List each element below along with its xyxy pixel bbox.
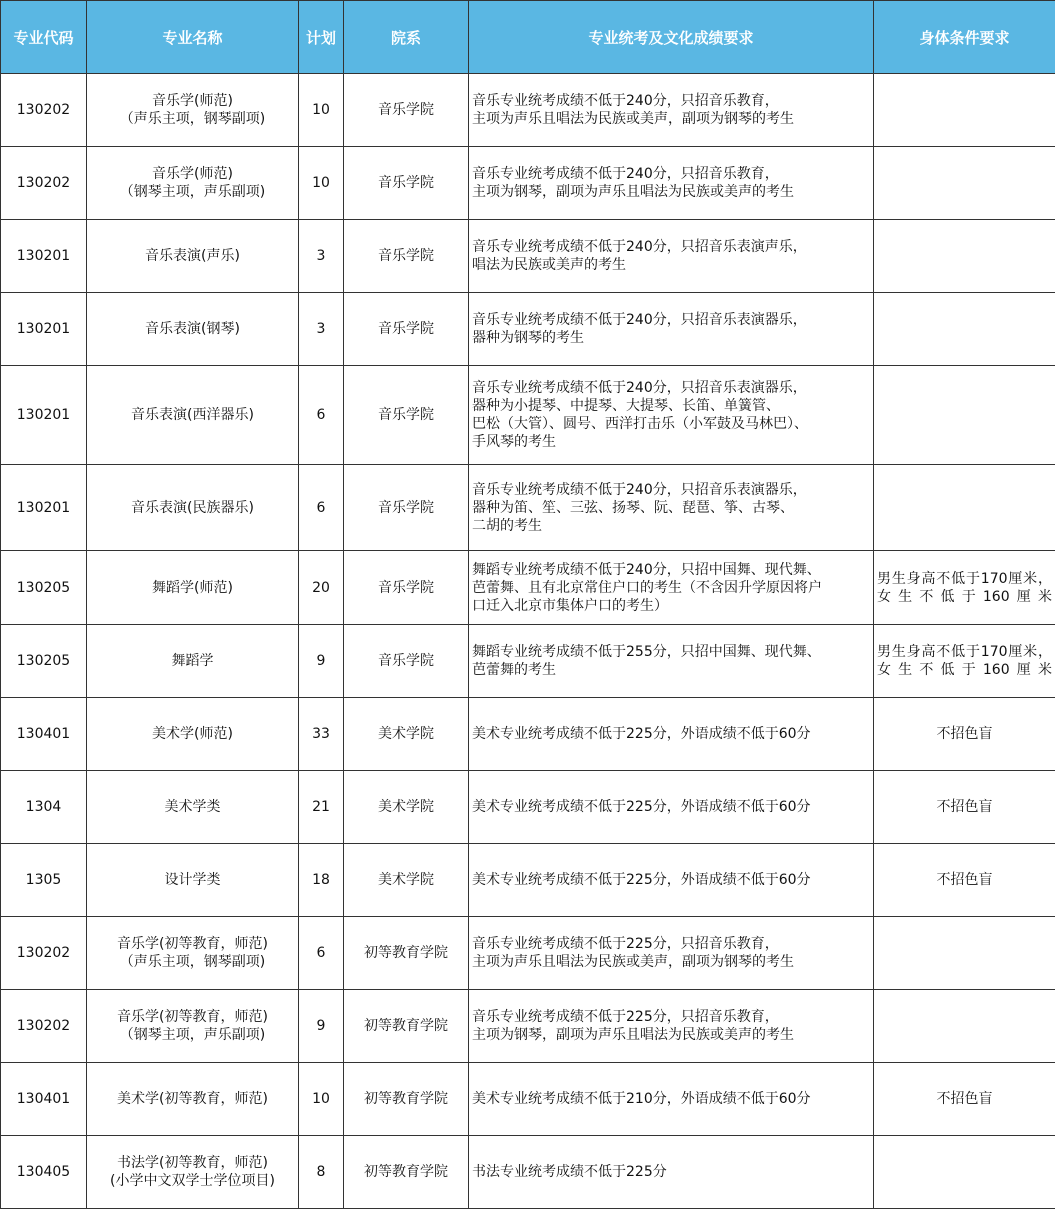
table-row [1,74,1055,147]
header-req: 专业统考及文化成绩要求 [469,1,874,74]
cell-body-requirement [874,917,1055,990]
cell-requirement: 音乐专业统考成绩不低于240分，只招音乐表演器乐， 器种为笛、笙、三弦、扬琴、阮、琵琶、筝、古琴、 二胡的考生 [469,465,874,551]
cell-name: 音乐学(师范) （钢琴主项，声乐副项) [87,147,299,220]
table-row [1,551,1055,625]
cell-code: 130205 [1,551,87,625]
cell-plan: 9 [299,625,344,698]
cell-body-requirement: 男生身高不低于170厘米，女生不低于160厘米 [874,625,1055,698]
cell-body-requirement [874,990,1055,1063]
cell-plan: 6 [299,465,344,551]
cell-code: 130201 [1,366,87,465]
cell-name: 舞蹈学(师范) [87,551,299,625]
cell-dept: 初等教育学院 [344,1063,469,1136]
cell-code: 130202 [1,990,87,1063]
cell-requirement: 音乐专业统考成绩不低于240分，只招音乐表演声乐， 唱法为民族或美声的考生 [469,220,874,293]
cell-requirement: 美术专业统考成绩不低于225分，外语成绩不低于60分 [469,698,874,771]
cell-body-requirement: 不招色盲 [874,844,1055,917]
cell-plan: 21 [299,771,344,844]
cell-name: 音乐表演(钢琴) [87,293,299,366]
cell-plan: 18 [299,844,344,917]
cell-code: 130401 [1,698,87,771]
cell-dept: 音乐学院 [344,625,469,698]
cell-dept: 初等教育学院 [344,1136,469,1209]
cell-plan: 3 [299,293,344,366]
cell-body-requirement [874,1136,1055,1209]
cell-code: 130401 [1,1063,87,1136]
cell-requirement: 音乐专业统考成绩不低于240分，只招音乐表演器乐， 器种为钢琴的考生 [469,293,874,366]
cell-requirement: 音乐专业统考成绩不低于240分，只招音乐表演器乐， 器种为小提琴、中提琴、大提琴、长笛、单簧管、 巴松（大管）、圆号、西洋打击乐（小军鼓及马林巴）、 手风琴的考生 [469,366,874,465]
table-row [1,1136,1055,1209]
cell-dept: 美术学院 [344,844,469,917]
cell-code: 130405 [1,1136,87,1209]
cell-name: 美术学类 [87,771,299,844]
cell-code: 1304 [1,771,87,844]
cell-requirement: 书法专业统考成绩不低于225分 [469,1136,874,1209]
cell-requirement: 舞蹈专业统考成绩不低于255分，只招中国舞、现代舞、 芭蕾舞的考生 [469,625,874,698]
cell-plan: 9 [299,990,344,1063]
table-row [1,293,1055,366]
table-row [1,917,1055,990]
cell-body-requirement: 不招色盲 [874,771,1055,844]
header-dept: 院系 [344,1,469,74]
cell-code: 1305 [1,844,87,917]
cell-requirement: 音乐专业统考成绩不低于240分，只招音乐教育， 主项为声乐且唱法为民族或美声，副项为钢琴的考生 [469,74,874,147]
cell-requirement: 音乐专业统考成绩不低于225分，只招音乐教育， 主项为声乐且唱法为民族或美声，副项为钢琴的考生 [469,917,874,990]
cell-body-requirement [874,465,1055,551]
cell-requirement: 美术专业统考成绩不低于225分，外语成绩不低于60分 [469,771,874,844]
header-name: 专业名称 [87,1,299,74]
cell-name: 音乐学(师范) （声乐主项，钢琴副项) [87,74,299,147]
table-row [1,771,1055,844]
cell-plan: 10 [299,74,344,147]
cell-plan: 20 [299,551,344,625]
cell-requirement: 音乐专业统考成绩不低于225分，只招音乐教育， 主项为钢琴，副项为声乐且唱法为民族或美声的考生 [469,990,874,1063]
cell-body-requirement: 男生身高不低于170厘米，女生不低于160厘米 [874,551,1055,625]
cell-plan: 3 [299,220,344,293]
table-row [1,698,1055,771]
cell-plan: 33 [299,698,344,771]
cell-requirement: 舞蹈专业统考成绩不低于240分，只招中国舞、现代舞、 芭蕾舞、且有北京常住户口的考生（不含因升学原因将户 口迁入北京市集体户口的考生） [469,551,874,625]
cell-body-requirement [874,220,1055,293]
cell-plan: 6 [299,917,344,990]
cell-body-requirement: 不招色盲 [874,698,1055,771]
cell-name: 舞蹈学 [87,625,299,698]
cell-body-requirement: 不招色盲 [874,1063,1055,1136]
cell-dept: 音乐学院 [344,551,469,625]
cell-dept: 美术学院 [344,698,469,771]
cell-body-requirement [874,366,1055,465]
cell-requirement: 美术专业统考成绩不低于210分，外语成绩不低于60分 [469,1063,874,1136]
table-row [1,625,1055,698]
cell-code: 130202 [1,74,87,147]
cell-dept: 音乐学院 [344,147,469,220]
cell-code: 130205 [1,625,87,698]
table-row [1,844,1055,917]
table-row [1,465,1055,551]
cell-code: 130202 [1,147,87,220]
cell-plan: 10 [299,1063,344,1136]
cell-plan: 6 [299,366,344,465]
cell-body-requirement [874,147,1055,220]
cell-name: 音乐学(初等教育，师范) （声乐主项，钢琴副项) [87,917,299,990]
cell-code: 130201 [1,220,87,293]
cell-dept: 音乐学院 [344,465,469,551]
cell-name: 音乐学(初等教育，师范) （钢琴主项，声乐副项) [87,990,299,1063]
cell-dept: 音乐学院 [344,293,469,366]
table-row [1,147,1055,220]
cell-name: 音乐表演(民族器乐) [87,465,299,551]
cell-plan: 8 [299,1136,344,1209]
cell-dept: 美术学院 [344,771,469,844]
cell-name: 音乐表演(声乐) [87,220,299,293]
cell-name: 美术学(师范) [87,698,299,771]
cell-requirement: 音乐专业统考成绩不低于240分，只招音乐教育， 主项为钢琴，副项为声乐且唱法为民族或美声的考生 [469,147,874,220]
header-plan: 计划 [299,1,344,74]
table-row [1,220,1055,293]
cell-name: 书法学(初等教育，师范) (小学中文双学士学位项目) [87,1136,299,1209]
cell-body-requirement [874,74,1055,147]
table-row [1,1063,1055,1136]
table-row [1,990,1055,1063]
cell-dept: 初等教育学院 [344,917,469,990]
header-body: 身体条件要求 [874,1,1055,74]
cell-code: 130202 [1,917,87,990]
cell-dept: 音乐学院 [344,74,469,147]
header-row [1,1,1055,74]
cell-dept: 音乐学院 [344,366,469,465]
cell-name: 音乐表演(西洋器乐) [87,366,299,465]
cell-code: 130201 [1,293,87,366]
cell-name: 美术学(初等教育，师范) [87,1063,299,1136]
cell-body-requirement [874,293,1055,366]
header-code: 专业代码 [1,1,87,74]
cell-dept: 初等教育学院 [344,990,469,1063]
cell-name: 设计学类 [87,844,299,917]
cell-plan: 10 [299,147,344,220]
cell-dept: 音乐学院 [344,220,469,293]
cell-code: 130201 [1,465,87,551]
cell-requirement: 美术专业统考成绩不低于225分，外语成绩不低于60分 [469,844,874,917]
table-row [1,366,1055,465]
